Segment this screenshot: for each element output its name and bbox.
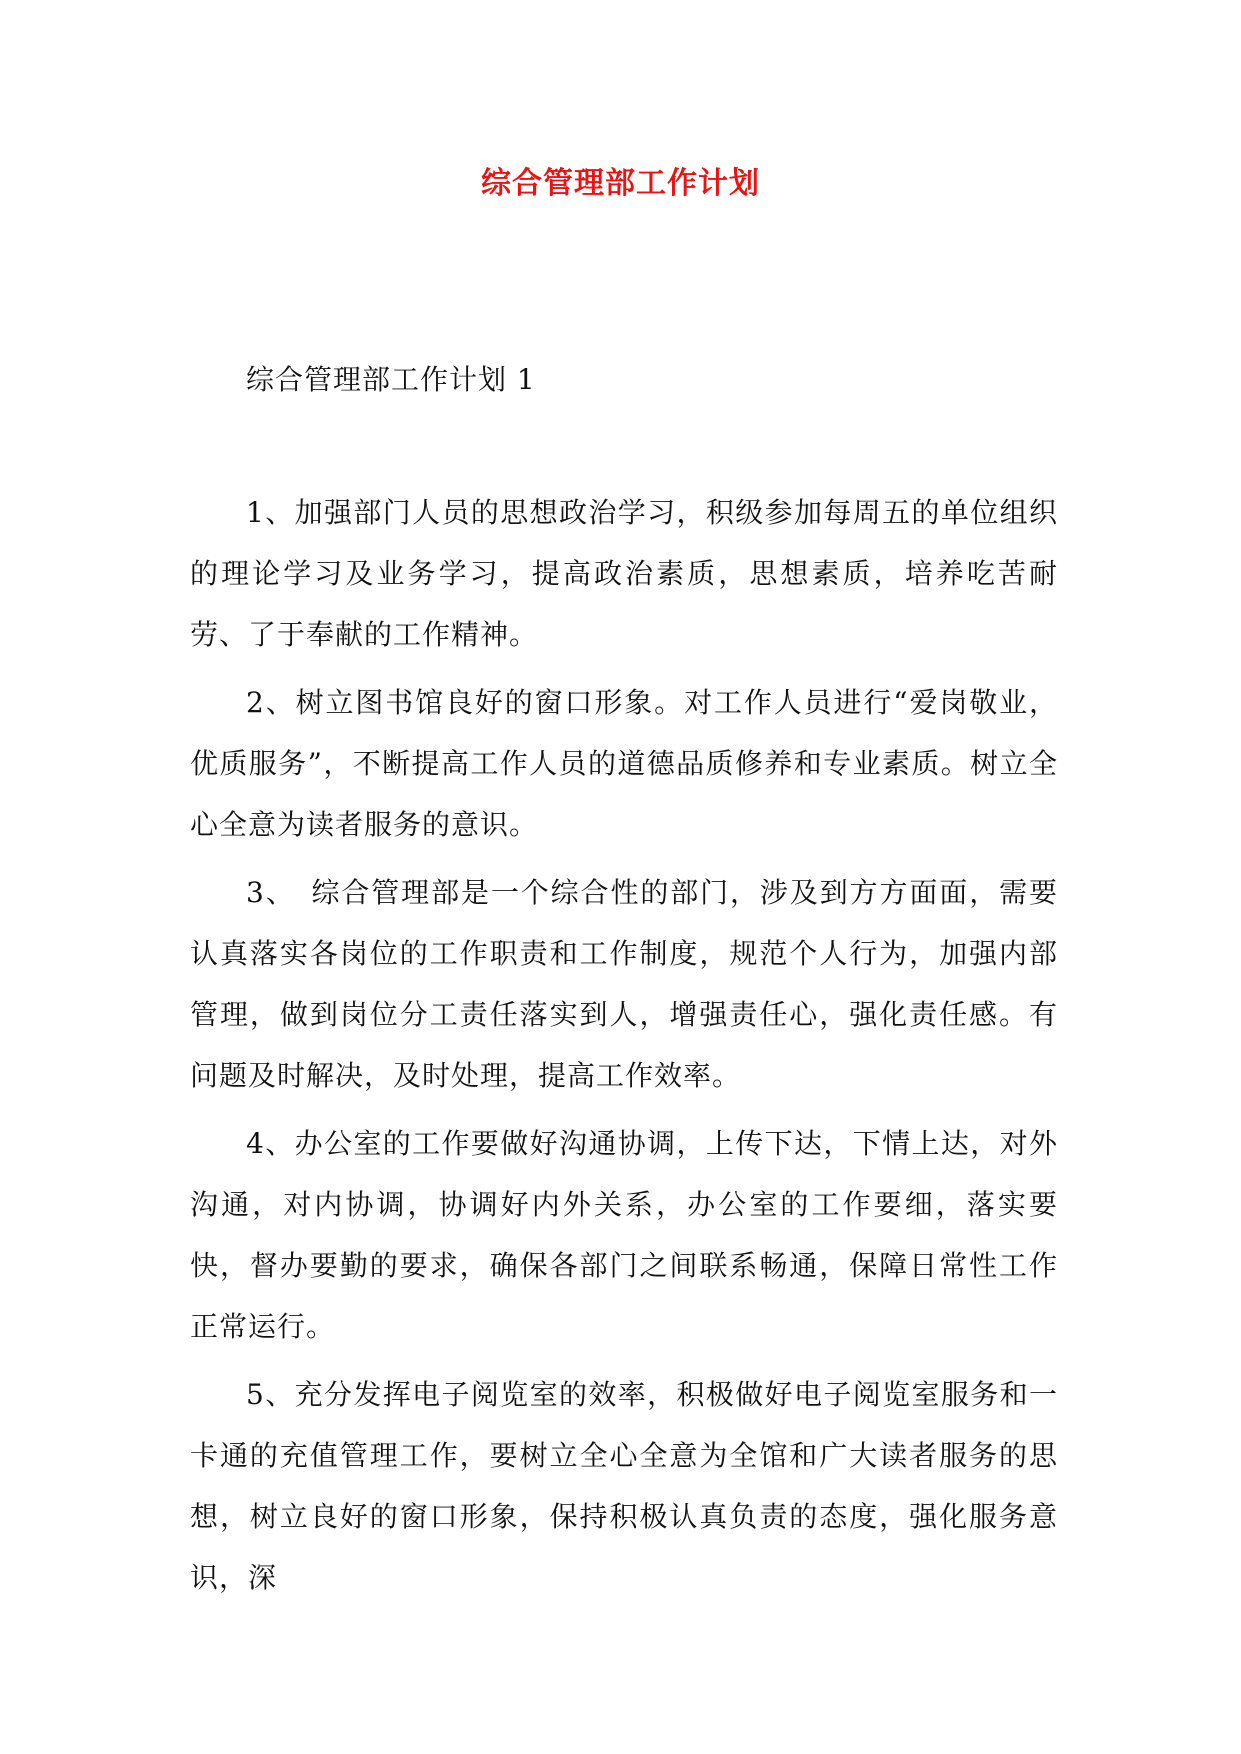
document-body [190, 482, 1058, 1615]
paragraph-2: 2、树立图书馆良好的窗口形象。对工作人员进行“爱岗敬业，优质服务”，不断提高工作人员的道德品质修养和专业素质。树立全心全意为读者服务的意识。 [190, 686, 1058, 841]
paragraph-5: 5、充分发挥电子阅览室的效率，积极做好电子阅览室服务和一卡通的充值管理工作，要树立全心全意为全馆和广大读者服务的思想，树立良好的窗口形象，保持积极认真负责的态度，强化服务意识，深 [190, 1378, 1058, 1594]
paragraph-4: 4、办公室的工作要做好沟通协调，上传下达，下情上达，对外沟通，对内协调，协调好内外关系，办公室的工作要细，落实要快，督办要勤的要求，确保各部门之间联系畅通，保障日常性工作正常运行。 [190, 1127, 1058, 1343]
paragraph-1: 1、加强部门人员的思想政治学习，积级参加每周五的单位组织的理论学习及业务学习，提高政治素质，思想素质，培养吃苦耐劳、了于奉献的工作精神。 [190, 496, 1058, 651]
paragraph-3: 3、 综合管理部是一个综合性的部门，涉及到方方面面，需要认真落实各岗位的工作职责和工作制度，规范个人行为，加强内部管理，做到岗位分工责任落实到人，增强责任心，强化责任感。有问题及时解决，及时处理，提高工作效率。 [190, 876, 1058, 1092]
document-title: 综合管理部工作计划 [481, 166, 760, 201]
section-heading: 综合管理部工作计划 1 [246, 363, 536, 396]
